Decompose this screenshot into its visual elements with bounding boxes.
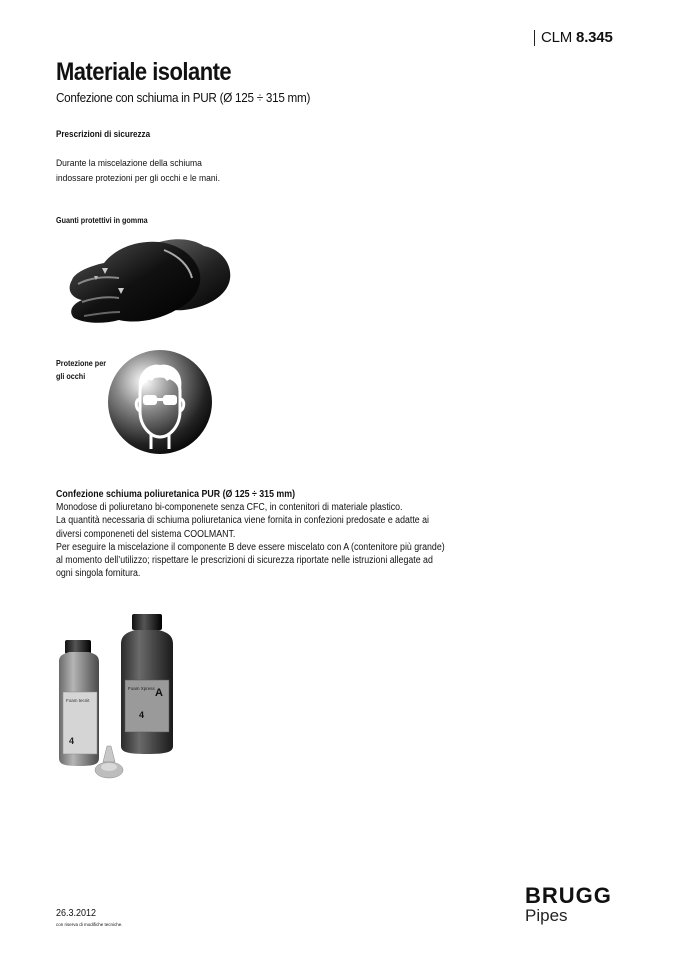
foam-description [56,488,445,580]
brugg-logo [525,885,612,925]
eyes-label-line: Protezione per [56,359,107,368]
small-bottle-label: Foam tecnit [66,698,90,703]
document-code [534,30,613,46]
safety-line: Durante la miscelazione della schiuma [56,158,202,169]
foam-line: al momento dell’utilizzo; rispettare le prescrizioni di sicurezza riportate nelle istruzioni allegate ad [56,555,433,567]
page-title: Materiale isolante [56,58,232,86]
eyes-label [56,357,106,383]
safety-heading: Prescrizioni di sicurezza [56,129,151,139]
large-bottle-number: 4 [139,710,145,720]
foam-heading: Confezione schiuma poliuretanica PUR (Ø 125 ÷ 315 mm) [56,489,296,500]
gloves-label: Guanti protettivi in gomma [56,216,148,225]
eyes-label-line: gli occhi [56,372,86,381]
code-number: 8.345 [576,29,613,46]
foam-line: ogni singola fornitura. [56,568,141,580]
small-bottle-number: 4 [69,736,75,746]
footer-date: 26.3.2012 [56,908,97,919]
foam-line: diversi componeneti del sistema COOLMANT. [56,528,236,540]
rubber-gloves-icon [64,228,236,330]
brand-name: BRUGG [525,883,612,908]
foam-line: La quantità necessaria di schiuma poliuretanica viene fornita in confezioni predosate e adatte ai [56,515,430,527]
footer-note: con riserva di modifiche tecniche. [56,922,123,927]
safety-text [56,156,220,186]
safety-line: indossare protezioni per gli occhi e le mani. [56,173,220,184]
foam-bottles-icon [55,610,180,785]
large-bottle-label: Foam Xpress [128,686,155,691]
brand-sub: Pipes [525,906,568,925]
eye-protection-icon [107,349,213,455]
foam-line: Per eseguire la miscelazione il componente B deve essere miscelato con A (contenitore più grande) [56,541,445,553]
foam-line: Monodose di poliuretano bi-componenete senza CFC, in contenitori di materiale plastico. [56,502,403,514]
code-prefix: CLM [541,29,573,46]
large-bottle-letter: A [155,687,163,699]
page-subtitle: Confezione con schiuma in PUR (Ø 125 ÷ 315 mm) [56,90,311,105]
